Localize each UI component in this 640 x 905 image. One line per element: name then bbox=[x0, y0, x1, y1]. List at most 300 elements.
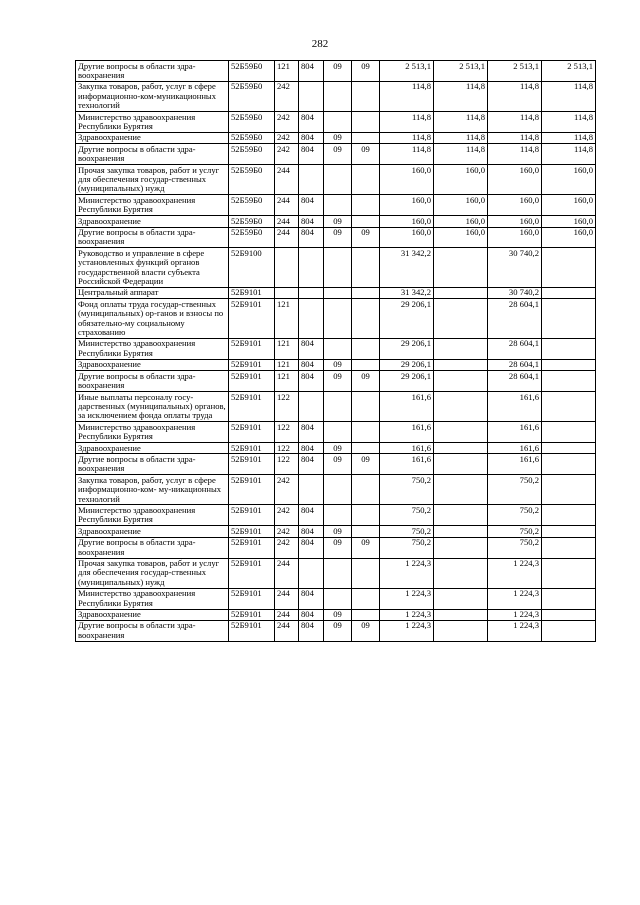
target-article-code: 52Б9100 bbox=[229, 248, 275, 288]
amount-1: 160,0 bbox=[380, 195, 434, 216]
subsection-code bbox=[352, 338, 380, 359]
amount-2: 114,8 bbox=[434, 112, 488, 133]
expense-type-code: 121 bbox=[275, 61, 299, 82]
expense-type-code: 244 bbox=[275, 588, 299, 609]
ministry-code bbox=[299, 248, 324, 288]
expense-type-code: 242 bbox=[275, 132, 299, 143]
section-code: 09 bbox=[324, 216, 352, 227]
amount-2 bbox=[434, 371, 488, 392]
amount-4 bbox=[542, 287, 596, 298]
section-code bbox=[324, 287, 352, 298]
expense-type-code: 244 bbox=[275, 609, 299, 620]
section-code: 09 bbox=[324, 227, 352, 248]
subsection-code bbox=[352, 287, 380, 298]
expense-type-code: 242 bbox=[275, 526, 299, 537]
subsection-code: 09 bbox=[352, 537, 380, 558]
ministry-code bbox=[299, 475, 324, 505]
target-article-code: 52Б59Б0 bbox=[229, 195, 275, 216]
table-row bbox=[76, 558, 596, 588]
subsection-code: 09 bbox=[352, 61, 380, 82]
expense-type-code: 122 bbox=[275, 392, 299, 422]
item-name: Министерство здравоохранения Республики Бурятия bbox=[76, 112, 229, 133]
item-name: Другие вопросы в области здра-воохранения bbox=[76, 371, 229, 392]
table-row bbox=[76, 216, 596, 227]
amount-3: 1 224,3 bbox=[488, 609, 542, 620]
amount-3: 2 513,1 bbox=[488, 61, 542, 82]
table-row bbox=[76, 81, 596, 111]
amount-1: 161,6 bbox=[380, 443, 434, 454]
expense-type-code: 244 bbox=[275, 558, 299, 588]
target-article-code: 52Б59Б0 bbox=[229, 112, 275, 133]
section-code bbox=[324, 195, 352, 216]
amount-1: 114,8 bbox=[380, 132, 434, 143]
amount-3: 1 224,3 bbox=[488, 620, 542, 641]
amount-4 bbox=[542, 475, 596, 505]
ministry-code: 804 bbox=[299, 609, 324, 620]
expense-type-code: 122 bbox=[275, 443, 299, 454]
amount-3: 750,2 bbox=[488, 526, 542, 537]
amount-2: 160,0 bbox=[434, 165, 488, 195]
amount-3: 161,6 bbox=[488, 422, 542, 443]
amount-2 bbox=[434, 537, 488, 558]
amount-1: 29 206,1 bbox=[380, 371, 434, 392]
section-code bbox=[324, 248, 352, 288]
table-row bbox=[76, 609, 596, 620]
section-code bbox=[324, 475, 352, 505]
amount-2 bbox=[434, 526, 488, 537]
amount-4 bbox=[542, 359, 596, 370]
target-article-code: 52Б9101 bbox=[229, 338, 275, 359]
amount-4: 2 513,1 bbox=[542, 61, 596, 82]
ministry-code: 804 bbox=[299, 537, 324, 558]
amount-2 bbox=[434, 338, 488, 359]
expense-type-code: 122 bbox=[275, 422, 299, 443]
item-name: Министерство здравоохранения Республики Бурятия bbox=[76, 195, 229, 216]
target-article-code: 52Б59Б0 bbox=[229, 132, 275, 143]
ministry-code: 804 bbox=[299, 371, 324, 392]
amount-4 bbox=[542, 392, 596, 422]
target-article-code: 52Б59Б0 bbox=[229, 216, 275, 227]
ministry-code: 804 bbox=[299, 338, 324, 359]
amount-3: 160,0 bbox=[488, 165, 542, 195]
subsection-code bbox=[352, 359, 380, 370]
item-name: Закупка товаров, работ, услуг в сфере информационно-ком-муникационных технологий bbox=[76, 81, 229, 111]
amount-2 bbox=[434, 475, 488, 505]
table-row bbox=[76, 422, 596, 443]
target-article-code: 52Б59Б0 bbox=[229, 61, 275, 82]
ministry-code bbox=[299, 81, 324, 111]
section-code: 09 bbox=[324, 144, 352, 165]
table-row bbox=[76, 132, 596, 143]
amount-3: 161,6 bbox=[488, 443, 542, 454]
subsection-code bbox=[352, 505, 380, 526]
amount-1: 1 224,3 bbox=[380, 558, 434, 588]
section-code: 09 bbox=[324, 537, 352, 558]
item-name: Министерство здравоохранения Республики Бурятия bbox=[76, 505, 229, 526]
ministry-code: 804 bbox=[299, 112, 324, 133]
ministry-code: 804 bbox=[299, 443, 324, 454]
expense-type-code: 122 bbox=[275, 454, 299, 475]
amount-2 bbox=[434, 505, 488, 526]
amount-2 bbox=[434, 620, 488, 641]
table-row bbox=[76, 299, 596, 339]
expense-type-code: 242 bbox=[275, 475, 299, 505]
subsection-code: 09 bbox=[352, 454, 380, 475]
table-row bbox=[76, 505, 596, 526]
ministry-code: 804 bbox=[299, 359, 324, 370]
ministry-code: 804 bbox=[299, 588, 324, 609]
expense-type-code: 242 bbox=[275, 112, 299, 133]
target-article-code: 52Б9101 bbox=[229, 443, 275, 454]
table-row bbox=[76, 588, 596, 609]
subsection-code bbox=[352, 112, 380, 133]
item-name: Другие вопросы в области здра-воохранения bbox=[76, 144, 229, 165]
subsection-code bbox=[352, 132, 380, 143]
ministry-code: 804 bbox=[299, 227, 324, 248]
amount-2: 2 513,1 bbox=[434, 61, 488, 82]
target-article-code: 52Б9101 bbox=[229, 371, 275, 392]
ministry-code: 804 bbox=[299, 454, 324, 475]
amount-1: 29 206,1 bbox=[380, 299, 434, 339]
ministry-code bbox=[299, 558, 324, 588]
table-row bbox=[76, 371, 596, 392]
section-code: 09 bbox=[324, 359, 352, 370]
page-number: 282 bbox=[311, 38, 329, 50]
amount-3: 750,2 bbox=[488, 505, 542, 526]
table-row bbox=[76, 526, 596, 537]
expense-type-code: 121 bbox=[275, 371, 299, 392]
amount-1: 160,0 bbox=[380, 165, 434, 195]
item-name: Здравоохранение bbox=[76, 359, 229, 370]
target-article-code: 52Б9101 bbox=[229, 392, 275, 422]
amount-1: 160,0 bbox=[380, 227, 434, 248]
ministry-code: 804 bbox=[299, 132, 324, 143]
amount-1: 31 342,2 bbox=[380, 287, 434, 298]
amount-3: 1 224,3 bbox=[488, 588, 542, 609]
item-name: Другие вопросы в области здра-воохранения bbox=[76, 61, 229, 82]
section-code bbox=[324, 165, 352, 195]
expense-type-code: 244 bbox=[275, 195, 299, 216]
amount-4 bbox=[542, 620, 596, 641]
expense-type-code: 121 bbox=[275, 338, 299, 359]
amount-1: 114,8 bbox=[380, 81, 434, 111]
subsection-code bbox=[352, 609, 380, 620]
section-code: 09 bbox=[324, 620, 352, 641]
section-code bbox=[324, 558, 352, 588]
table-row bbox=[76, 392, 596, 422]
budget-table bbox=[75, 60, 596, 642]
amount-4 bbox=[542, 505, 596, 526]
amount-2 bbox=[434, 454, 488, 475]
section-code bbox=[324, 422, 352, 443]
amount-2 bbox=[434, 443, 488, 454]
item-name: Здравоохранение bbox=[76, 132, 229, 143]
subsection-code: 09 bbox=[352, 371, 380, 392]
expense-type-code bbox=[275, 248, 299, 288]
section-code bbox=[324, 392, 352, 422]
subsection-code: 09 bbox=[352, 227, 380, 248]
section-code: 09 bbox=[324, 371, 352, 392]
subsection-code bbox=[352, 526, 380, 537]
amount-3: 160,0 bbox=[488, 195, 542, 216]
amount-3: 1 224,3 bbox=[488, 558, 542, 588]
expense-type-code: 244 bbox=[275, 216, 299, 227]
amount-4: 114,8 bbox=[542, 81, 596, 111]
amount-3: 28 604,1 bbox=[488, 359, 542, 370]
amount-1: 1 224,3 bbox=[380, 588, 434, 609]
ministry-code bbox=[299, 299, 324, 339]
amount-1: 161,6 bbox=[380, 454, 434, 475]
amount-3: 30 740,2 bbox=[488, 248, 542, 288]
subsection-code bbox=[352, 475, 380, 505]
section-code bbox=[324, 588, 352, 609]
item-name: Здравоохранение bbox=[76, 609, 229, 620]
amount-2 bbox=[434, 588, 488, 609]
target-article-code: 52Б9101 bbox=[229, 588, 275, 609]
item-name: Другие вопросы в области здра-воохранения bbox=[76, 620, 229, 641]
expense-type-code: 242 bbox=[275, 144, 299, 165]
target-article-code: 52Б9101 bbox=[229, 620, 275, 641]
amount-3: 160,0 bbox=[488, 227, 542, 248]
target-article-code: 52Б9101 bbox=[229, 537, 275, 558]
table-row bbox=[76, 165, 596, 195]
amount-1: 29 206,1 bbox=[380, 338, 434, 359]
amount-1: 114,8 bbox=[380, 112, 434, 133]
budget-table-body bbox=[76, 61, 596, 642]
ministry-code: 804 bbox=[299, 526, 324, 537]
ministry-code: 804 bbox=[299, 144, 324, 165]
ministry-code bbox=[299, 392, 324, 422]
amount-3: 28 604,1 bbox=[488, 299, 542, 339]
target-article-code: 52Б59Б0 bbox=[229, 227, 275, 248]
table-row bbox=[76, 227, 596, 248]
amount-3: 28 604,1 bbox=[488, 371, 542, 392]
ministry-code bbox=[299, 287, 324, 298]
table-row bbox=[76, 287, 596, 298]
amount-1: 1 224,3 bbox=[380, 620, 434, 641]
expense-type-code: 121 bbox=[275, 359, 299, 370]
table-row bbox=[76, 620, 596, 641]
item-name: Прочая закупка товаров, работ и услуг для обеспечения государ-ственных (муниципальных) нужд bbox=[76, 558, 229, 588]
subsection-code bbox=[352, 299, 380, 339]
item-name: Министерство здравоохранения Республики Бурятия bbox=[76, 588, 229, 609]
amount-1: 750,2 bbox=[380, 475, 434, 505]
item-name: Иные выплаты персоналу госу-дарственных (муниципальных) органов, за исключением фонда оплаты труда bbox=[76, 392, 229, 422]
amount-2 bbox=[434, 609, 488, 620]
amount-4 bbox=[542, 248, 596, 288]
target-article-code: 52Б59Б0 bbox=[229, 165, 275, 195]
subsection-code bbox=[352, 216, 380, 227]
target-article-code: 52Б9101 bbox=[229, 526, 275, 537]
amount-2 bbox=[434, 392, 488, 422]
subsection-code bbox=[352, 81, 380, 111]
table-row bbox=[76, 248, 596, 288]
ministry-code: 804 bbox=[299, 620, 324, 641]
table-row bbox=[76, 359, 596, 370]
section-code: 09 bbox=[324, 61, 352, 82]
expense-type-code: 244 bbox=[275, 165, 299, 195]
amount-3: 161,6 bbox=[488, 392, 542, 422]
target-article-code: 52Б9101 bbox=[229, 505, 275, 526]
section-code bbox=[324, 505, 352, 526]
section-code bbox=[324, 299, 352, 339]
amount-3: 160,0 bbox=[488, 216, 542, 227]
amount-2 bbox=[434, 558, 488, 588]
table-row bbox=[76, 537, 596, 558]
target-article-code: 52Б9101 bbox=[229, 475, 275, 505]
subsection-code bbox=[352, 392, 380, 422]
section-code: 09 bbox=[324, 443, 352, 454]
target-article-code: 52Б9101 bbox=[229, 359, 275, 370]
item-name: Здравоохранение bbox=[76, 526, 229, 537]
amount-4: 160,0 bbox=[542, 165, 596, 195]
target-article-code: 52Б9101 bbox=[229, 287, 275, 298]
item-name: Центральный аппарат bbox=[76, 287, 229, 298]
amount-1: 750,2 bbox=[380, 505, 434, 526]
ministry-code: 804 bbox=[299, 61, 324, 82]
amount-2: 160,0 bbox=[434, 195, 488, 216]
subsection-code: 09 bbox=[352, 144, 380, 165]
section-code: 09 bbox=[324, 526, 352, 537]
table-row bbox=[76, 144, 596, 165]
amount-4: 160,0 bbox=[542, 195, 596, 216]
amount-2: 114,8 bbox=[434, 132, 488, 143]
amount-2 bbox=[434, 299, 488, 339]
amount-4 bbox=[542, 588, 596, 609]
subsection-code bbox=[352, 165, 380, 195]
amount-3: 114,8 bbox=[488, 144, 542, 165]
amount-1: 160,0 bbox=[380, 216, 434, 227]
table-row bbox=[76, 61, 596, 82]
amount-1: 750,2 bbox=[380, 526, 434, 537]
subsection-code bbox=[352, 422, 380, 443]
item-name: Здравоохранение bbox=[76, 443, 229, 454]
amount-1: 31 342,2 bbox=[380, 248, 434, 288]
item-name: Руководство и управление в сфере установленных функций органов государственной власти субъекта Российской Федерации bbox=[76, 248, 229, 288]
ministry-code bbox=[299, 165, 324, 195]
amount-1: 1 224,3 bbox=[380, 609, 434, 620]
section-code bbox=[324, 338, 352, 359]
amount-1: 161,6 bbox=[380, 422, 434, 443]
amount-2: 114,8 bbox=[434, 81, 488, 111]
ministry-code: 804 bbox=[299, 216, 324, 227]
amount-2: 160,0 bbox=[434, 227, 488, 248]
target-article-code: 52Б9101 bbox=[229, 299, 275, 339]
target-article-code: 52Б9101 bbox=[229, 454, 275, 475]
amount-3: 114,8 bbox=[488, 132, 542, 143]
item-name: Фонд оплаты труда государ-ственных (муниципальных) ор-ганов и взносы по обязательно-му социальному страхованию bbox=[76, 299, 229, 339]
amount-1: 2 513,1 bbox=[380, 61, 434, 82]
amount-2 bbox=[434, 287, 488, 298]
table-row bbox=[76, 443, 596, 454]
section-code: 09 bbox=[324, 132, 352, 143]
amount-4 bbox=[542, 299, 596, 339]
amount-4: 160,0 bbox=[542, 216, 596, 227]
amount-3: 114,8 bbox=[488, 81, 542, 111]
amount-4 bbox=[542, 443, 596, 454]
table-row bbox=[76, 112, 596, 133]
subsection-code bbox=[352, 558, 380, 588]
amount-2 bbox=[434, 359, 488, 370]
item-name: Министерство здравоохранения Республики Бурятия bbox=[76, 422, 229, 443]
amount-4 bbox=[542, 558, 596, 588]
item-name: Прочая закупка товаров, работ и услуг для обеспечения государ-ственных (муниципальных) нужд bbox=[76, 165, 229, 195]
expense-type-code: 244 bbox=[275, 620, 299, 641]
subsection-code bbox=[352, 195, 380, 216]
amount-2: 114,8 bbox=[434, 144, 488, 165]
item-name: Здравоохранение bbox=[76, 216, 229, 227]
item-name: Другие вопросы в области здра-воохранения bbox=[76, 537, 229, 558]
amount-1: 161,6 bbox=[380, 392, 434, 422]
amount-3: 161,6 bbox=[488, 454, 542, 475]
amount-2 bbox=[434, 248, 488, 288]
amount-1: 750,2 bbox=[380, 537, 434, 558]
subsection-code bbox=[352, 248, 380, 288]
ministry-code: 804 bbox=[299, 505, 324, 526]
amount-4 bbox=[542, 537, 596, 558]
expense-type-code: 242 bbox=[275, 505, 299, 526]
amount-3: 114,8 bbox=[488, 112, 542, 133]
table-row bbox=[76, 475, 596, 505]
subsection-code: 09 bbox=[352, 620, 380, 641]
amount-3: 30 740,2 bbox=[488, 287, 542, 298]
target-article-code: 52Б59Б0 bbox=[229, 144, 275, 165]
item-name: Другие вопросы в области здра-воохранения bbox=[76, 227, 229, 248]
amount-4 bbox=[542, 609, 596, 620]
amount-4 bbox=[542, 454, 596, 475]
section-code: 09 bbox=[324, 454, 352, 475]
table-row bbox=[76, 195, 596, 216]
target-article-code: 52Б9101 bbox=[229, 422, 275, 443]
amount-4: 114,8 bbox=[542, 132, 596, 143]
amount-3: 750,2 bbox=[488, 475, 542, 505]
amount-2: 160,0 bbox=[434, 216, 488, 227]
expense-type-code: 244 bbox=[275, 227, 299, 248]
subsection-code bbox=[352, 443, 380, 454]
table-row bbox=[76, 454, 596, 475]
expense-type-code: 121 bbox=[275, 299, 299, 339]
item-name: Министерство здравоохранения Республики Бурятия bbox=[76, 338, 229, 359]
section-code bbox=[324, 81, 352, 111]
expense-type-code: 242 bbox=[275, 81, 299, 111]
table-row bbox=[76, 338, 596, 359]
ministry-code: 804 bbox=[299, 422, 324, 443]
amount-1: 114,8 bbox=[380, 144, 434, 165]
target-article-code: 52Б9101 bbox=[229, 609, 275, 620]
amount-4: 160,0 bbox=[542, 227, 596, 248]
subsection-code bbox=[352, 588, 380, 609]
amount-4 bbox=[542, 371, 596, 392]
section-code bbox=[324, 112, 352, 133]
amount-4 bbox=[542, 338, 596, 359]
item-name: Другие вопросы в области здра-воохранения bbox=[76, 454, 229, 475]
amount-1: 29 206,1 bbox=[380, 359, 434, 370]
section-code: 09 bbox=[324, 609, 352, 620]
expense-type-code bbox=[275, 287, 299, 298]
item-name: Закупка товаров, работ, услуг в сфере информационно-ком- му-никационных технологий bbox=[76, 475, 229, 505]
ministry-code: 804 bbox=[299, 195, 324, 216]
amount-2 bbox=[434, 422, 488, 443]
expense-type-code: 242 bbox=[275, 537, 299, 558]
amount-4: 114,8 bbox=[542, 112, 596, 133]
target-article-code: 52Б59Б0 bbox=[229, 81, 275, 111]
amount-4 bbox=[542, 422, 596, 443]
amount-3: 750,2 bbox=[488, 537, 542, 558]
amount-3: 28 604,1 bbox=[488, 338, 542, 359]
target-article-code: 52Б9101 bbox=[229, 558, 275, 588]
amount-4 bbox=[542, 526, 596, 537]
amount-4: 114,8 bbox=[542, 144, 596, 165]
